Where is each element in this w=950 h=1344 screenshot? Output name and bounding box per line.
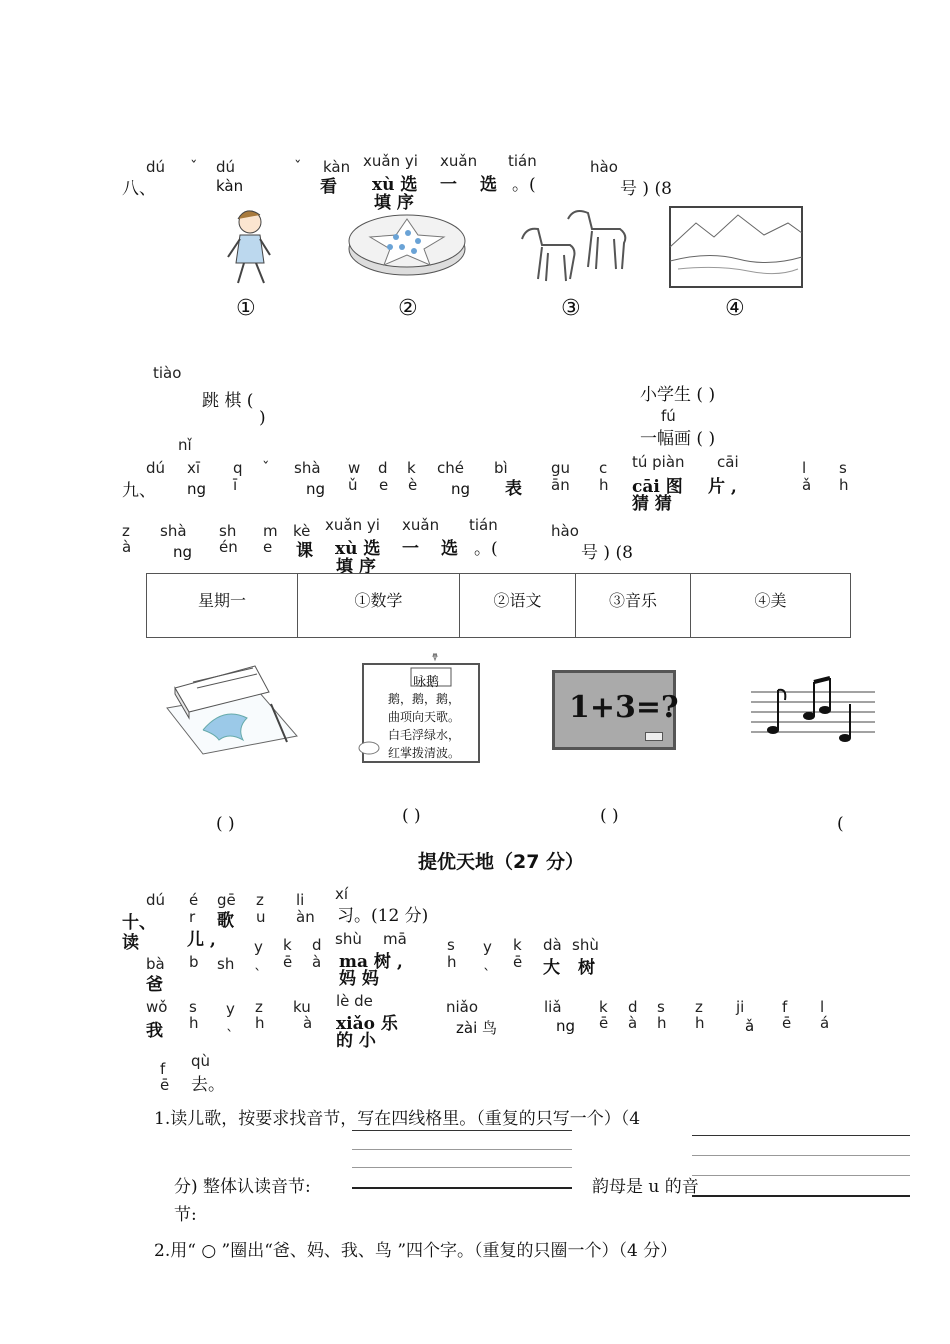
pinyin: bà: [146, 955, 165, 973]
pinyin: xuǎn: [440, 152, 478, 170]
writing-line: [352, 1130, 572, 1131]
pinyin-fragment: ē: [283, 953, 293, 971]
char: 歌: [217, 911, 234, 931]
subtitle: 填 序: [336, 557, 376, 577]
pinyin: k: [407, 459, 416, 477]
section-title: 提优天地（27 分）: [418, 851, 585, 873]
pinyin-fragment: è: [408, 476, 418, 494]
pinyin-fragment: ē: [782, 1014, 792, 1032]
pinyin: ˇ: [294, 158, 302, 176]
cell-text: 星期一: [197, 591, 246, 610]
pinyin-fragment: e: [379, 476, 389, 494]
sub-question-2: 2.用“ ○ ”圈出“爸、妈、我、鸟 ”四个字。（重复的只圈一个）（4 分）: [154, 1241, 678, 1261]
poem-line: 鹅，鹅，鹅，: [388, 692, 461, 706]
pinyin-fragment: ng: [306, 480, 326, 498]
math-equation: 1+3=?: [569, 690, 679, 725]
item-word: 小学生 ( ): [640, 385, 716, 405]
question-number: 九、: [122, 481, 156, 501]
pinyin-fragment: h: [189, 1014, 199, 1032]
pinyin: k: [283, 936, 292, 954]
cell-text: ④美: [754, 591, 787, 610]
pinyin: l: [820, 998, 825, 1016]
pinyin: s: [657, 998, 665, 1016]
pinyin: xī: [187, 459, 201, 477]
pinyin-fragment: à: [628, 1014, 638, 1032]
pinyin: k: [599, 998, 608, 1016]
pinyin: z: [695, 998, 703, 1016]
pinyin: shà: [294, 459, 321, 477]
pinyin: tián: [469, 516, 498, 534]
table-cell: [147, 574, 298, 638]
char: 。(: [512, 175, 536, 195]
poem-line: 白毛浮绿水，: [388, 728, 461, 742]
eraser-icon: [645, 732, 663, 741]
pinyin: k: [513, 936, 522, 954]
pinyin-fragment: ǎ: [745, 1017, 755, 1035]
pinyin: tiào: [153, 364, 182, 382]
pinyin: li: [296, 891, 305, 909]
pinyin: f: [782, 998, 788, 1016]
pinyin: qù: [191, 1052, 211, 1070]
table-cell: [576, 574, 691, 638]
pinyin: mā: [383, 930, 407, 948]
answer-line-u-final[interactable]: [692, 1195, 910, 1197]
answer-line-whole-syllables[interactable]: [352, 1187, 572, 1189]
pinyin-fragment: à: [122, 538, 132, 556]
picture-label: ①: [236, 296, 256, 321]
pinyin-fragment: h: [447, 953, 457, 971]
char: 的 小: [336, 1031, 376, 1051]
pinyin-fragment: ǎ: [802, 476, 812, 494]
pinyin: cāi: [717, 453, 739, 471]
pinyin-fragment: e: [263, 538, 273, 556]
pinyin: m: [263, 522, 278, 540]
pinyin: ˇ: [190, 158, 198, 176]
pinyin-fragment: ē: [160, 1076, 170, 1094]
char: 习。(12 分): [337, 906, 429, 926]
pinyin-fragment: u: [256, 908, 266, 926]
pinyin-fragment: àn: [296, 908, 315, 926]
char: xù 选: [372, 175, 418, 195]
char: 一: [440, 175, 457, 195]
pinyin: gē: [217, 891, 236, 909]
pinyin: z: [122, 522, 130, 540]
pinyin: d: [312, 936, 322, 954]
writing-line: [692, 1135, 910, 1136]
pinyin-fragment: r: [189, 908, 196, 926]
cell-text: ②语文: [493, 591, 542, 610]
pinyin: s: [189, 998, 197, 1016]
pinyin: é: [189, 891, 199, 909]
pinyin-fragment: à: [312, 953, 322, 971]
answer-bracket: ( ): [600, 806, 619, 826]
pinyin: f: [160, 1060, 166, 1078]
pinyin-fragment: b: [189, 953, 199, 971]
pinyin: dú: [216, 158, 236, 176]
pinyin-fragment: ng: [173, 543, 193, 561]
char: 号 ) (8: [581, 543, 633, 563]
pinyin-fragment: á: [820, 1014, 830, 1032]
pinyin: wǒ: [146, 998, 168, 1016]
char: 猜 猜: [632, 494, 672, 514]
drawing-paper-picture: [163, 662, 305, 758]
table-cell: [298, 574, 460, 638]
sub-question-1-label: 韵母是 u 的音: [592, 1177, 699, 1197]
question-number: 八、: [122, 179, 156, 199]
writing-line: [692, 1155, 910, 1156]
char: 号 ) (8: [620, 179, 672, 199]
schedule-table: [146, 573, 851, 638]
item-word: 跳 棋 (: [202, 391, 254, 411]
item-word: 一幅画 ( ): [640, 429, 716, 449]
char: xiǎo 乐: [336, 1014, 398, 1034]
pinyin-fragment: h: [695, 1014, 705, 1032]
pinyin-fragment: h: [255, 1014, 265, 1032]
char: 表: [505, 479, 522, 499]
char: ma 树 ,: [339, 952, 403, 972]
pinyin: nǐ: [178, 436, 192, 454]
pinyin: gu: [551, 459, 571, 477]
char: 儿 ,: [187, 930, 216, 950]
char: 课: [296, 541, 313, 561]
pinyin-fragment: h: [599, 476, 609, 494]
horses-picture: [512, 205, 636, 287]
picture-label: ③: [561, 296, 581, 321]
pinyin: xuǎn yi: [325, 516, 380, 534]
pinyin: l: [802, 459, 807, 477]
pinyin: dà: [543, 936, 562, 954]
pinyin-fragment: kàn: [216, 177, 244, 195]
pinyin: d: [628, 998, 638, 1016]
pinyin-fragment: ng: [451, 480, 471, 498]
answer-bracket: ( ): [402, 806, 421, 826]
pinyin: xí: [335, 885, 349, 903]
pinyin: sh: [219, 522, 237, 540]
char: 读: [122, 933, 139, 953]
pinyin: liǎ: [544, 998, 562, 1016]
subtitle: 填 序: [374, 193, 414, 213]
char: 爸: [146, 975, 163, 995]
music-notes-picture: [747, 676, 877, 744]
char: xù 选: [335, 539, 381, 559]
writing-line: [692, 1175, 910, 1176]
pinyin: kè: [293, 522, 311, 540]
pinyin: q: [233, 459, 243, 477]
char: 妈 妈: [339, 969, 379, 989]
pinyin: dú: [146, 158, 166, 176]
pinyin-fragment: h: [839, 476, 849, 494]
pinyin-fragment: ˎ: [483, 953, 491, 971]
pinyin: xuǎn: [402, 516, 440, 534]
writing-line: [352, 1149, 572, 1150]
char: 选: [480, 175, 497, 195]
char: 选: [441, 539, 458, 559]
pinyin-fragment: ng: [556, 1017, 576, 1035]
cell-text: ③音乐: [608, 591, 657, 610]
pinyin-fragment: ǔ: [348, 476, 358, 494]
poem-line: 曲项向天歌。: [388, 710, 461, 724]
pinyin: ché: [437, 459, 464, 477]
char: 看: [320, 177, 337, 197]
pinyin: bì: [494, 459, 508, 477]
pinyin-fragment: ē: [599, 1014, 609, 1032]
pinyin: z: [255, 998, 263, 1016]
pinyin-fragment: h: [657, 1014, 667, 1032]
char: cāi 图: [632, 477, 683, 497]
poem-title: 咏鹅: [413, 675, 440, 690]
question-number: 十、: [122, 913, 156, 933]
pinyin-fragment: én: [219, 538, 238, 556]
pinyin: ˇ: [262, 459, 270, 477]
pinyin: y: [254, 938, 263, 956]
poem-line: 红掌拨清波。: [388, 746, 461, 760]
writing-line: [352, 1167, 572, 1168]
cell-text: ①数学: [354, 591, 403, 610]
sub-question-1: 1.读儿歌，按要求找音节，写在四线格里。（重复的只写一个）（4: [154, 1109, 641, 1129]
pinyin: lè de: [336, 992, 373, 1010]
pinyin: s: [839, 459, 847, 477]
pinyin: ji: [736, 998, 745, 1016]
pinyin: tú piàn: [632, 453, 685, 471]
answer-bracket: (: [837, 814, 844, 834]
pinyin-fragment: à: [303, 1014, 313, 1032]
pinyin: s: [447, 936, 455, 954]
pinyin: hào: [551, 522, 579, 540]
pinyin: shù: [335, 930, 362, 948]
table-cell: [691, 574, 851, 638]
pinyin-fragment: ng: [187, 480, 207, 498]
pinyin-fragment: ān: [551, 476, 570, 494]
item-bracket: ): [259, 408, 266, 428]
blackboard-picture: [552, 670, 679, 750]
pinyin: fú: [661, 407, 676, 425]
pinyin: ku: [293, 998, 311, 1016]
sub-question-1-label: 节:: [174, 1205, 197, 1225]
pinyin-fragment: ē: [513, 953, 523, 971]
picture-label: ②: [398, 296, 418, 321]
pinyin: z: [256, 891, 264, 909]
sub-question-1-label: 分) 整体认读音节:: [174, 1177, 311, 1197]
char: 大: [543, 958, 560, 978]
picture-label: ④: [725, 296, 745, 321]
pinyin-fragment: sh: [217, 955, 235, 973]
pinyin: d: [378, 459, 388, 477]
pinyin: shà: [160, 522, 187, 540]
pinyin-fragment: ˎ: [254, 953, 262, 971]
pinyin: kàn: [323, 158, 351, 176]
pinyin: hào: [590, 158, 618, 176]
pinyin: tián: [508, 152, 537, 170]
char: 。(: [474, 539, 498, 559]
pinyin: dú: [146, 459, 166, 477]
char: 片 ,: [708, 477, 737, 497]
table-row: [147, 574, 851, 638]
pinyin: y: [226, 1000, 235, 1018]
answer-bracket: ( ): [216, 814, 235, 834]
pinyin: c: [599, 459, 608, 477]
table-cell: [460, 574, 576, 638]
landscape-painting-picture: [668, 205, 804, 289]
char: 一: [402, 539, 419, 559]
pinyin: shù: [572, 936, 599, 954]
pinyin-fragment: ˎ: [226, 1014, 234, 1032]
pinyin: xuǎn yi: [363, 152, 418, 170]
char: 去。: [191, 1075, 225, 1095]
pinyin: dú: [146, 891, 166, 909]
pinyin: niǎo: [446, 998, 479, 1016]
pinyin: w: [348, 459, 361, 477]
char: 我: [146, 1021, 163, 1041]
char: 树: [578, 958, 595, 978]
pinyin-fragment: ī: [233, 476, 238, 494]
pinyin: y: [483, 938, 492, 956]
char: zài 鸟: [456, 1019, 498, 1037]
checkers-board-picture: [346, 207, 468, 277]
girl-walking-picture: [216, 205, 276, 290]
